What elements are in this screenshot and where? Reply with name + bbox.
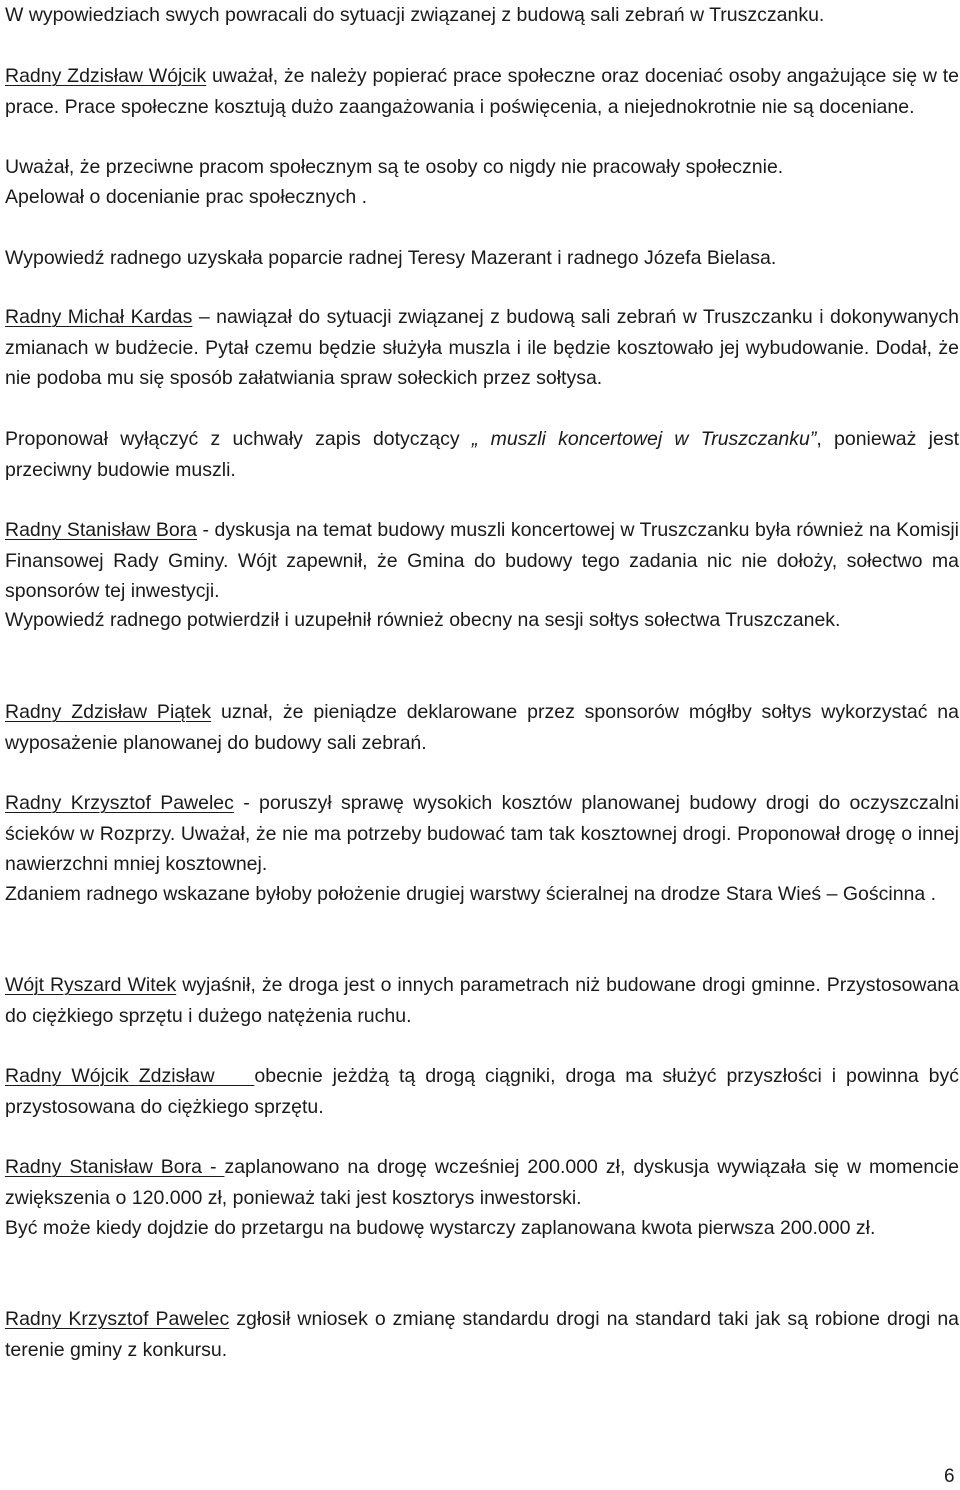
paragraph-intro <box>5 0 959 31</box>
paragraph-text: obecnie jeżdżą tą drogą ciągniki, droga ma służyć przyszłości i powinna być przystosowana do ciężkiego sprzętu. <box>5 1065 959 1118</box>
speaker-name: Radny Krzysztof Pawelec <box>5 1308 230 1330</box>
speaker-name: Radny Michał Kardas <box>5 306 193 328</box>
speaker-name: Wójt Ryszard Witek <box>5 974 177 996</box>
paragraph-wojcik-2 <box>5 1061 959 1122</box>
paragraph-text: Uważał, że przeciwne pracom społecznym są te osoby co nigdy nie pracowały społecznie. <box>5 156 784 178</box>
italic-quote: „ muszli koncertowej w Truszczanku” <box>471 428 817 450</box>
paragraph-road-opinion <box>5 879 959 910</box>
paragraph-tender <box>5 1213 959 1244</box>
paragraph-piatek <box>5 697 959 758</box>
paragraph-text: - poruszył sprawę wysokich kosztów planowanej budowy drogi do oczyszczalni ścieków w Rozprzy. Uważał, że nie ma potrzeby budować tam tak kosztownej drogi. Proponował drogę o innej nawierzchni mniej kosztownej. <box>5 792 960 875</box>
paragraph-text: – nawiązał do sytuacji związanej z budową sali zebrań w Truszczanku i dokonywanych zmianach w budżecie. Pytał czemu będzie służyła muszla i ile będzie kosztowało jej wybudowanie. Dodał, że nie podoba mu się sposób załatwiania spraw sołeckich przez sołtysa. <box>5 306 959 389</box>
paragraph-wojcik <box>5 61 959 122</box>
paragraph-soltys <box>5 605 959 636</box>
paragraph-text: , ponieważ jest przeciwny budowie muszli. <box>5 428 959 481</box>
paragraph-opinion <box>5 152 959 183</box>
speaker-name: Radny Stanisław Bora <box>5 519 198 541</box>
speaker-name: Radny Krzysztof Pawelec <box>5 792 234 814</box>
paragraph-text: Proponował wyłączyć z uchwały zapis dotyczący <box>5 428 472 450</box>
paragraph-proposal <box>5 424 959 485</box>
paragraph-pawelec-2 <box>5 1304 959 1365</box>
paragraph-support <box>5 243 959 274</box>
paragraph-text: zaplanowano na drogę wcześniej 200.000 zł, dyskusja wywiązała się w momencie zwiększenia o 120.000 zł, ponieważ taki jest kosztorys inwestorski. <box>5 1156 959 1209</box>
paragraph-text: Wypowiedź radnego uzyskała poparcie radnej Teresy Mazerant i radnego Józefa Bielasa. <box>5 247 777 269</box>
paragraph-text: wyjaśnił, że droga jest o innych parametrach niż budowane drogi gminne. Przystosowana do ciężkiego sprzętu i dużego natężenia ruchu. <box>5 974 959 1027</box>
paragraph-text: Wypowiedź radnego potwierdził i uzupełnił również obecny na sesji sołtys sołectwa Truszczanek. <box>5 609 841 631</box>
paragraph-text: Zdaniem radnego wskazane byłoby położenie drugiej warstwy ścieralnej na drodze Stara Wieś – Gościnna . <box>5 883 937 905</box>
paragraph-appeal <box>5 182 959 213</box>
paragraph-text: uważał, że należy popierać prace społeczne oraz doceniać osoby angażujące się w te prace. Prace społeczne kosztują dużo zaangażowania i poświęcenia, a niejednokrotnie nie są doceniane. <box>5 65 959 118</box>
paragraph-text: - dyskusja na temat budowy muszli koncertowej w Truszczanku była również na Komisji Finansowej Rady Gminy. Wójt zapewnił, że Gmina do budowy tego zadania nic nie dołoży, sołectwo ma sponsorów tej inwestycji. <box>5 519 959 602</box>
paragraph-bora-2 <box>5 1152 959 1213</box>
paragraph-text: Apelował o docenianie prac społecznych . <box>5 186 368 208</box>
paragraph-pawelec-1 <box>5 788 959 880</box>
page-number: 6 <box>944 1466 955 1487</box>
paragraph-text: Być może kiedy dojdzie do przetargu na budowę wystarczy zaplanowana kwota pierwsza 200.000 zł. <box>5 1217 876 1239</box>
speaker-name: Radny Stanisław Bora - <box>5 1156 225 1178</box>
speaker-name: Radny Zdzisław Wójcik <box>5 65 207 87</box>
paragraph-witek <box>5 970 959 1031</box>
paragraph-bora-1 <box>5 515 959 607</box>
speaker-name: Radny Zdzisław Piątek <box>5 701 212 723</box>
paragraph-text: uznał, że pieniądze deklarowane przez sponsorów mógłby sołtys wykorzystać na wyposażenie planowanej do budowy sali zebrań. <box>5 701 959 754</box>
paragraph-text: W wypowiedziach swych powracali do sytuacji związanej z budową sali zebrań w Truszczanku. <box>5 4 825 26</box>
speaker-name: Radny Wójcik Zdzisław <box>5 1065 255 1087</box>
paragraph-kardas <box>5 302 959 394</box>
paragraph-text: zgłosił wniosek o zmianę standardu drogi na standard taki jak są robione drogi na terenie gminy z konkursu. <box>5 1308 960 1361</box>
